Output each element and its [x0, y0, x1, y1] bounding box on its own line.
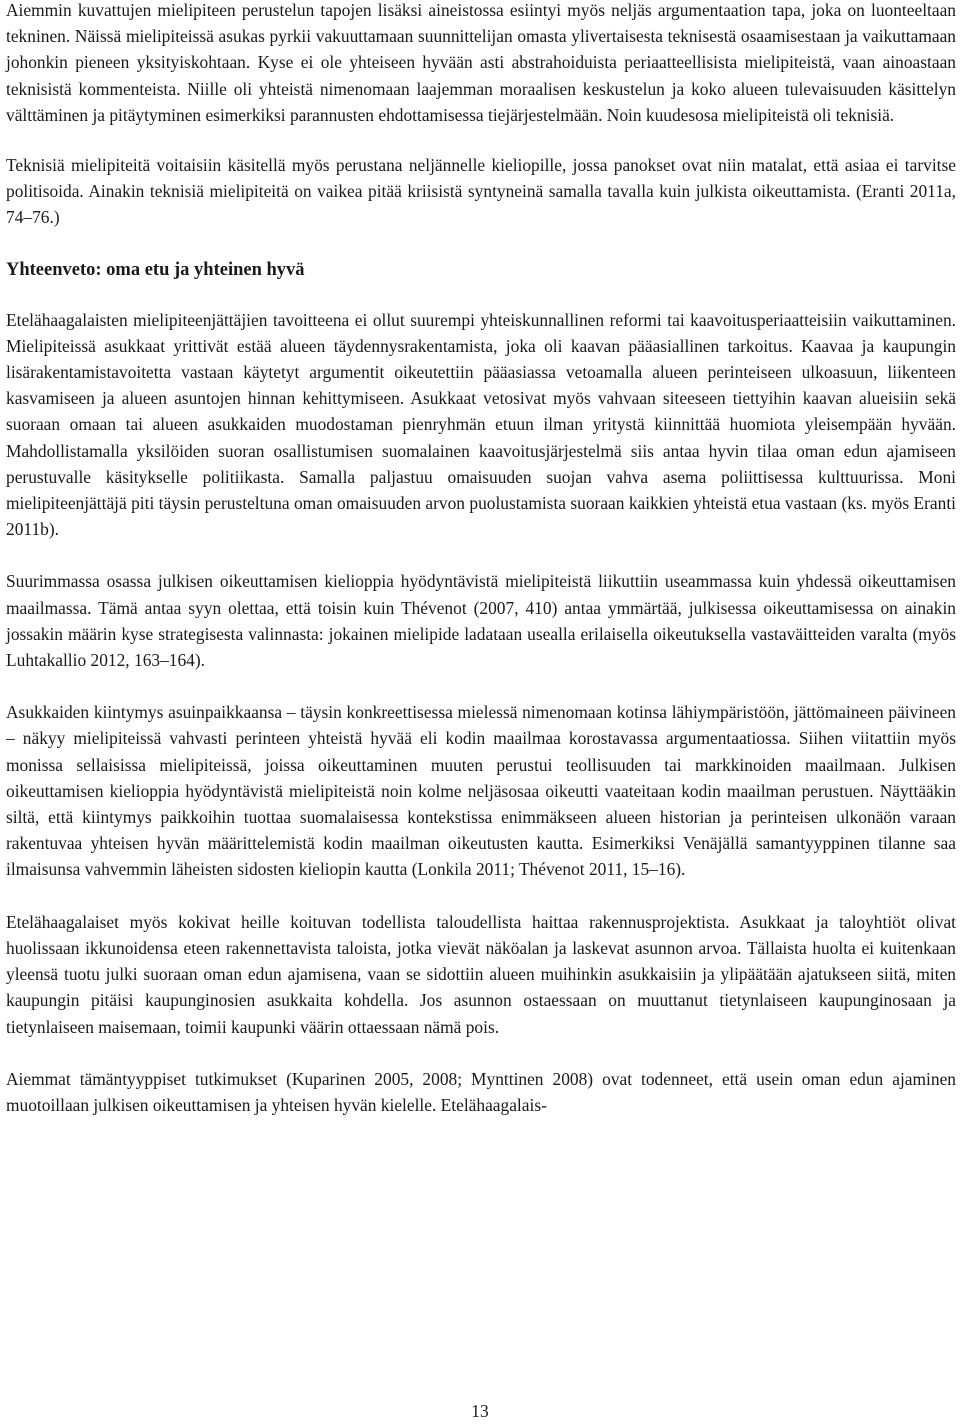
page-number: 13 [471, 1401, 489, 1421]
paragraph-economic-harm: Etelähaagalaiset myös kokivat heille koituvan todellista taloudellista haittaa rakennusprojektista. Asukkaat ja taloyhtiöt olivat huolissaan ikkunoidensa eteen rakennettavista taloista, jotka vievät näköalan ja laskevat asunnon arvoa. Tällaista huolta ei kuitenkaan yleensä tuotu julki suoraan oman edun ajamisena, vaan se sidottiin alueen muihinkin asukkaisiin ja ylipäätään ajatukseen siitä, miten kaupungin pitäisi kaupunginosien asukkaita kohdella. Jos asunnon ostaessaan on muuttanut tietynlaiseen kaupunginosaan ja tietynlaiseen maisemaan, toimii kaupunki väärin ottaessaan nämä pois. [6, 911, 956, 1037]
paragraph-fourth-grammar: Teknisiä mielipiteitä voitaisiin käsitellä myös perustana neljännelle kieliopille, jossa panokset ovat niin matalat, että asiaa ei tarvitse politisoida. Ainakin teknisiä mielipiteitä on vaikea pitää kriisistä syntyneinä samalla tavalla kuin julkista oikeuttamista. (Eranti 2011a, 74–76.) [6, 155, 956, 228]
paragraph-multiple-worlds: Suurimmassa osassa julkisen oikeuttamisen kielioppia hyödyntävistä mielipiteistä liikuttiin useammassa kuin yhdessä oikeuttamisen maailmassa. Tämä antaa syyn olettaa, että toisin kuin Thévenot (2007, 410) antaa ymmärtää, julkisessa oikeuttamisessa on ainakin jossakin määrin kyse strategisesta valinnasta: jokainen mielipide ladataan usealla erilaisella oikeutuksella vastaväitteiden varalta (myös Luhtakallio 2012, 163–164). [6, 571, 956, 671]
paragraph-attachment-to-place: Asukkaiden kiintymys asuinpaikkaansa – täysin konkreettisessa mielessä nimenomaan kotinsa lähiympäristöön, jättömaineen päivineen – näkyy mielipiteissä vahvasti perinteen yhteistä hyvää eli kodin maailmaa korostavassa argumentaatiossa. Siihen viitattiin myös monissa sellaisissa mielipiteissä, joissa oikeuttaminen muuten perustui teollisuuden tai markkinoiden maailmaan. Julkisen oikeuttamisen kielioppia hyödyntävistä mielipiteistä noin kolme neljäsosaa oikeutti vaateitaan kodin maailman perustuen. Näyttääkin siltä, että kiintymys paikkoihin tuottaa suomalaisessa kontekstissa enimmäkseen alueen historian ja perinteisen ulkonäön varaan rakentuvaa yhteisen hyvän määrittelemistä kodin maailman oikeutusten kautta. Esimerkiksi Venäjällä samantyyppinen tilanne saa ilmaisunsa vahvemmin läheisten sidosten kieliopin kautta (Lonkila 2011; Thévenot 2011, 15–16). [6, 702, 956, 880]
document-page [6, 0, 956, 1118]
paragraph-technical-argumentation: Aiemmin kuvattujen mielipiteen perustelun tapojen lisäksi aineistossa esiintyi myös neljäs argumentaation tapa, joka on luonteeltaan tekninen. Näissä mielipiteissä asukas pyrkii vakuuttamaan suunnittelijan omasta ylivertaisesta teknisestä osaamisestaan ja vaikuttamaan johonkin pieneen yksityiskohtaan. Kyse ei ole yhteiseen hyvään asti abstrahoiduista periaatteellisista mielipiteistä, vaan ainoastaan teknisistä kommenteista. Niille oli yhteistä nimenomaan laajemman moraalisen keskustelun ja koko alueen tulevaisuuden käsittelyn välttäminen ja pitäytyminen esimerkiksi parannusten ehdottamisessa tiejärjestelmään. Noin kuudesosa mielipiteistä oli teknisiä. [6, 0, 956, 125]
paragraph-summary-goals: Etelähaagalaisten mielipiteenjättäjien tavoitteena ei ollut suurempi yhteiskunnallinen reformi tai kaavoitusperiaatteisiin vaikuttaminen. Mielipiteissä asukkaat yrittivät estää alueen täydennysrakentamista, joka oli kaavan pääasiallinen tarkoitus. Kaavaa ja kaupungin lisärakentamistavoitetta vastaan käytetyt argumentit oikeutettiin pääasiassa vetoamalla alueen perinteiseen ulkoasuun, liikenteen kasvamiseen ja alueen asuntojen hinnan kehittymiseen. Asukkaat vetosivat myös vahvaan siteeseen tiettyihin kaavan alueisiin sekä suoraan omaan tai alueen asukkaiden muodostaman pienryhmän etuun ilman yritystä kiinnittää huomiota yleisempään hyvään. Mahdollistamalla yksilöiden suoran osallistumisen suomalainen kaavoitusjärjestelmä siis antaa hyvin tilaa oman edun ajamiseen perustuvalle käsitykselle politiikasta. Samalla paljastuu omaisuuden suojan vahva asema poliittisessa kulttuurissa. Moni mielipiteenjättäjä piti täysin perusteltuna oman omaisuuden arvon puolustamista suoraan kaikkien yhteistä etua vastaan (ks. myös Eranti 2011b). [6, 309, 956, 540]
section-heading: Yhteenveto: oma etu ja yhteinen hyvä [6, 259, 305, 280]
paragraph-previous-studies: Aiemmat tämäntyyppiset tutkimukset (Kuparinen 2005, 2008; Mynttinen 2008) ovat todenneet, että usein oman edun ajaminen muotoillaan julkisen oikeuttamisen ja yhteisen hyvän kielelle. Etelähaagalais- [6, 1068, 956, 1115]
